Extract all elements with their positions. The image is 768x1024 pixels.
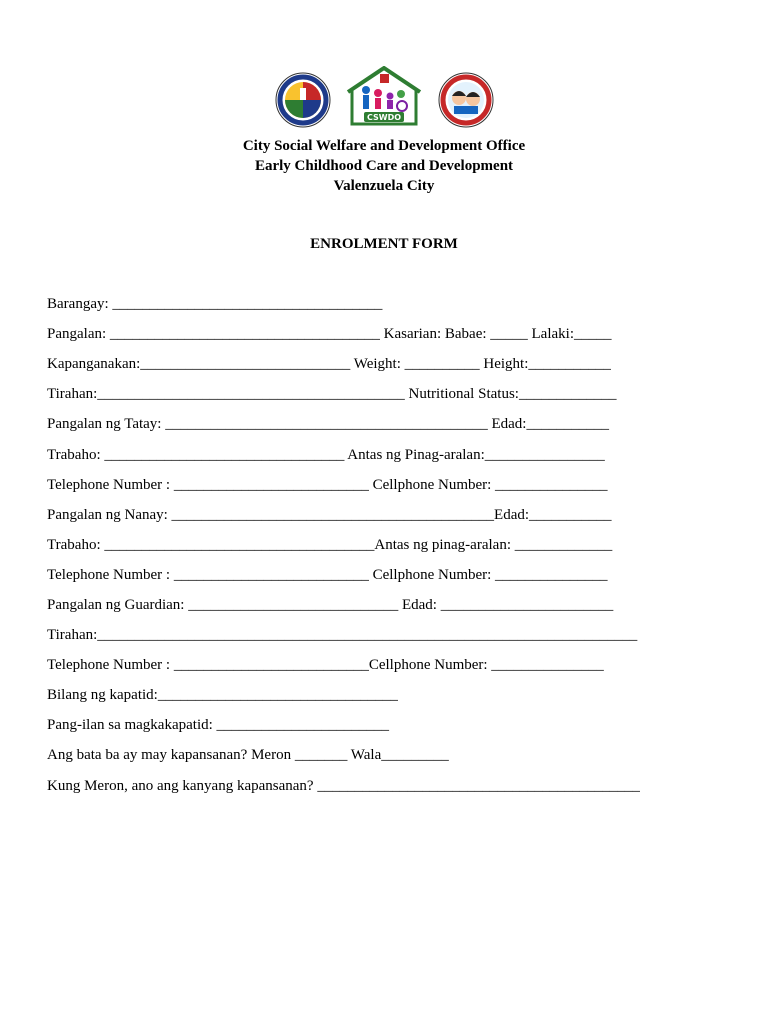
father-name-age-field[interactable]: Pangalan ng Tatay: ___________________________________________ Edad:___________ xyxy=(47,416,609,432)
program-name: Early Childhood Care and Development xyxy=(254,158,514,174)
pangalan-kasarian-field[interactable]: Pangalan: ____________________________________ Kasarian: Babae: _____ Lalaki:_____ xyxy=(47,326,612,342)
father-occupation-education-field[interactable]: Trabaho: ________________________________ Antas ng Pinag-aralan:________________ xyxy=(47,447,605,463)
mother-occupation-education-field[interactable]: Trabaho: ____________________________________Antas ng pinag-aralan: _____________ xyxy=(47,537,613,553)
birth-order-field[interactable]: Pang-ilan sa magkakapatid: _______________________ xyxy=(47,717,390,733)
logo-strip xyxy=(0,66,768,132)
tirahan-nutritional-status-field[interactable]: Tirahan:_________________________________________ Nutritional Status:_____________ xyxy=(47,386,617,402)
daycare-seal-icon xyxy=(438,72,494,128)
cswdo-logo-icon xyxy=(344,66,424,128)
seal-icon xyxy=(275,72,331,128)
form-title: ENROLMENT FORM xyxy=(310,236,458,252)
mother-phone-field[interactable]: Telephone Number : __________________________ Cellphone Number: _______________ xyxy=(47,567,608,583)
office-header xyxy=(0,136,768,196)
siblings-count-field[interactable]: Bilang ng kapatid:________________________________ xyxy=(47,687,398,703)
kapanganakan-weight-height-field[interactable]: Kapanganakan:____________________________ Weight: __________ Height:___________ xyxy=(47,356,611,372)
barangay-field[interactable]: Barangay: ____________________________________ xyxy=(47,296,383,312)
guardian-name-age-field[interactable]: Pangalan ng Guardian: ____________________________ Edad: _______________________ xyxy=(47,597,614,613)
disability-description-field[interactable]: Kung Meron, ano ang kanyang kapansanan? ___________________________________________ xyxy=(47,778,640,794)
city-name: Valenzuela City xyxy=(333,178,435,194)
office-name: City Social Welfare and Development Office xyxy=(242,138,526,154)
disability-question-field[interactable]: Ang bata ba ay may kapansanan? Meron _______ Wala_________ xyxy=(47,747,449,763)
mother-name-age-field[interactable]: Pangalan ng Nanay: ___________________________________________Edad:___________ xyxy=(47,507,612,523)
guardian-phone-field[interactable]: Telephone Number : __________________________Cellphone Number: _______________ xyxy=(47,657,604,673)
cswdo-logo-text: CSWDO xyxy=(366,113,402,122)
guardian-address-field[interactable]: Tirahan:________________________________________________________________________ xyxy=(47,627,638,643)
father-phone-field[interactable]: Telephone Number : __________________________ Cellphone Number: _______________ xyxy=(47,477,608,493)
